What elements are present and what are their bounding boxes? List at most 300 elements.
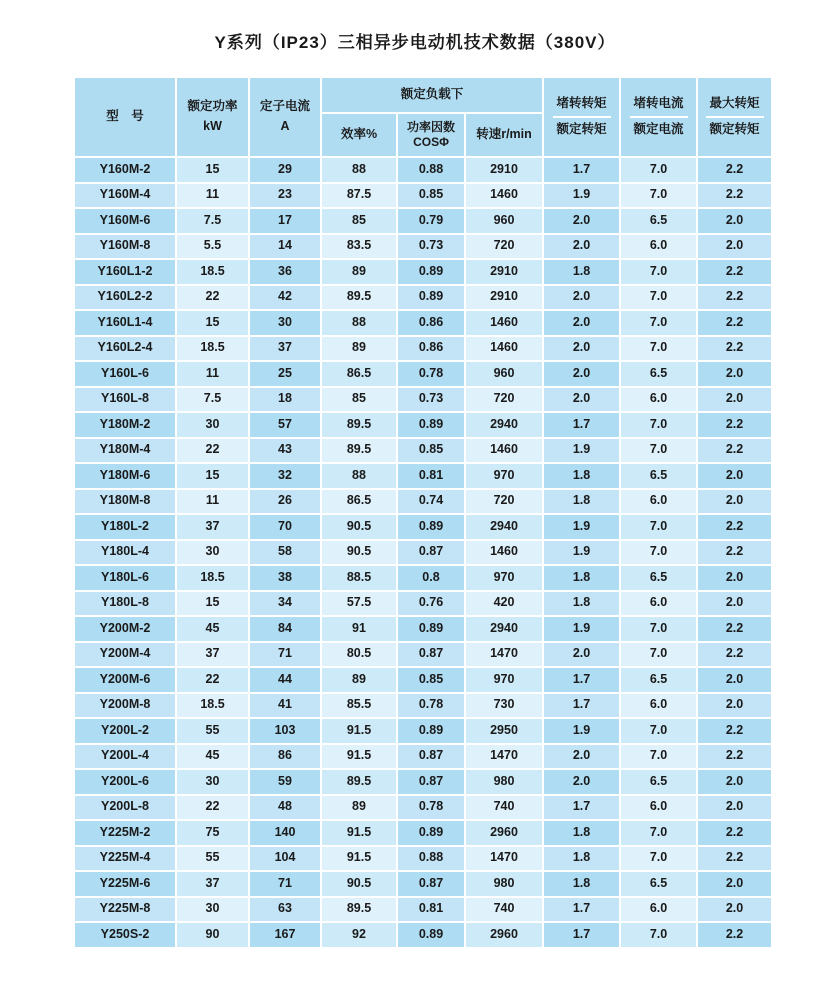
value-cell: 86 (250, 745, 320, 769)
value-cell: 90.5 (322, 541, 396, 565)
value-cell: 6.0 (621, 592, 696, 616)
value-cell: 89.5 (322, 898, 396, 922)
value-cell: 2.2 (698, 643, 771, 667)
table-row (75, 235, 771, 259)
model-cell: Y180M-6 (75, 464, 175, 488)
value-cell: 7.5 (177, 388, 248, 412)
value-cell: 58 (250, 541, 320, 565)
table-row (75, 388, 771, 412)
value-cell: 7.0 (621, 413, 696, 437)
header-max-torque-ratio (698, 78, 771, 156)
value-cell: 0.85 (398, 668, 464, 692)
value-cell: 89.5 (322, 770, 396, 794)
value-cell: 1.8 (544, 490, 619, 514)
value-cell: 0.89 (398, 413, 464, 437)
value-cell: 15 (177, 158, 248, 182)
value-cell: 7.0 (621, 311, 696, 335)
value-cell: 15 (177, 311, 248, 335)
value-cell: 32 (250, 464, 320, 488)
table-header (75, 78, 771, 156)
value-cell: 6.5 (621, 209, 696, 233)
header-rated-power-unit: kW (203, 119, 222, 133)
value-cell: 44 (250, 668, 320, 692)
value-cell: 1.8 (544, 464, 619, 488)
value-cell: 0.88 (398, 847, 464, 871)
value-cell: 0.87 (398, 745, 464, 769)
value-cell: 720 (466, 490, 542, 514)
value-cell: 6.5 (621, 566, 696, 590)
header-locked-current-num: 堵转电流 (630, 96, 688, 118)
motor-spec-table (73, 76, 773, 949)
value-cell: 7.0 (621, 719, 696, 743)
value-cell: 2940 (466, 413, 542, 437)
value-cell: 7.0 (621, 286, 696, 310)
table-row (75, 898, 771, 922)
table-row (75, 311, 771, 335)
header-efficiency: 效率% (322, 114, 396, 156)
model-cell: Y160L-8 (75, 388, 175, 412)
value-cell: 1.8 (544, 847, 619, 871)
value-cell: 2.0 (544, 388, 619, 412)
value-cell: 92 (322, 923, 396, 947)
value-cell: 88.5 (322, 566, 396, 590)
table-body (75, 158, 771, 947)
value-cell: 2.2 (698, 923, 771, 947)
header-rated-power-label: 额定功率 (187, 99, 238, 114)
value-cell: 2910 (466, 286, 542, 310)
table-row (75, 923, 771, 947)
model-cell: Y225M-6 (75, 872, 175, 896)
value-cell: 2.0 (698, 388, 771, 412)
value-cell: 15 (177, 592, 248, 616)
value-cell: 15 (177, 464, 248, 488)
value-cell: 167 (250, 923, 320, 947)
value-cell: 2960 (466, 923, 542, 947)
value-cell: 45 (177, 745, 248, 769)
header-stator-current (250, 78, 320, 156)
value-cell: 2910 (466, 158, 542, 182)
value-cell: 71 (250, 872, 320, 896)
value-cell: 0.85 (398, 184, 464, 208)
value-cell: 2.0 (698, 796, 771, 820)
value-cell: 83.5 (322, 235, 396, 259)
value-cell: 7.0 (621, 260, 696, 284)
value-cell: 730 (466, 694, 542, 718)
model-cell: Y160M-4 (75, 184, 175, 208)
value-cell: 1.8 (544, 566, 619, 590)
value-cell: 2950 (466, 719, 542, 743)
value-cell: 960 (466, 362, 542, 386)
value-cell: 89.5 (322, 413, 396, 437)
model-cell: Y180L-4 (75, 541, 175, 565)
model-cell: Y225M-4 (75, 847, 175, 871)
table-row (75, 184, 771, 208)
value-cell: 18.5 (177, 260, 248, 284)
table-row (75, 337, 771, 361)
value-cell: 42 (250, 286, 320, 310)
value-cell: 2.2 (698, 617, 771, 641)
value-cell: 0.81 (398, 898, 464, 922)
table-row (75, 490, 771, 514)
table-row (75, 439, 771, 463)
value-cell: 2.0 (544, 745, 619, 769)
header-power-factor (398, 114, 464, 156)
value-cell: 11 (177, 490, 248, 514)
value-cell: 25 (250, 362, 320, 386)
value-cell: 57 (250, 413, 320, 437)
value-cell: 0.89 (398, 923, 464, 947)
table-row (75, 158, 771, 182)
value-cell: 86.5 (322, 362, 396, 386)
model-cell: Y180M-8 (75, 490, 175, 514)
value-cell: 2.0 (698, 362, 771, 386)
table-row (75, 464, 771, 488)
value-cell: 37 (177, 515, 248, 539)
value-cell: 87.5 (322, 184, 396, 208)
value-cell: 7.0 (621, 745, 696, 769)
value-cell: 1460 (466, 439, 542, 463)
value-cell: 23 (250, 184, 320, 208)
value-cell: 36 (250, 260, 320, 284)
value-cell: 30 (177, 413, 248, 437)
table-row (75, 286, 771, 310)
table-row (75, 617, 771, 641)
value-cell: 0.76 (398, 592, 464, 616)
value-cell: 0.74 (398, 490, 464, 514)
value-cell: 2.2 (698, 821, 771, 845)
value-cell: 45 (177, 617, 248, 641)
value-cell: 1.7 (544, 923, 619, 947)
model-cell: Y225M-2 (75, 821, 175, 845)
value-cell: 11 (177, 362, 248, 386)
value-cell: 0.8 (398, 566, 464, 590)
value-cell: 2.2 (698, 541, 771, 565)
model-cell: Y160L1-4 (75, 311, 175, 335)
model-cell: Y200M-8 (75, 694, 175, 718)
table-row (75, 362, 771, 386)
table-row (75, 541, 771, 565)
value-cell: 89 (322, 337, 396, 361)
value-cell: 1.8 (544, 592, 619, 616)
value-cell: 980 (466, 872, 542, 896)
model-cell: Y200L-4 (75, 745, 175, 769)
value-cell: 85 (322, 209, 396, 233)
value-cell: 0.79 (398, 209, 464, 233)
value-cell: 55 (177, 719, 248, 743)
model-cell: Y200M-6 (75, 668, 175, 692)
value-cell: 2940 (466, 515, 542, 539)
value-cell: 970 (466, 668, 542, 692)
value-cell: 1.7 (544, 898, 619, 922)
value-cell: 37 (177, 643, 248, 667)
header-model: 型 号 (75, 78, 175, 156)
table-row (75, 413, 771, 437)
value-cell: 22 (177, 796, 248, 820)
value-cell: 0.89 (398, 617, 464, 641)
value-cell: 84 (250, 617, 320, 641)
value-cell: 2.0 (544, 643, 619, 667)
value-cell: 26 (250, 490, 320, 514)
header-power-factor-label: 功率因数 (406, 120, 455, 134)
value-cell: 1.8 (544, 821, 619, 845)
table-row (75, 821, 771, 845)
value-cell: 0.85 (398, 439, 464, 463)
value-cell: 89.5 (322, 439, 396, 463)
value-cell: 89 (322, 668, 396, 692)
header-locked-torque-den: 额定转矩 (556, 122, 607, 136)
value-cell: 59 (250, 770, 320, 794)
value-cell: 2.2 (698, 745, 771, 769)
value-cell: 2.0 (544, 209, 619, 233)
value-cell: 5.5 (177, 235, 248, 259)
value-cell: 34 (250, 592, 320, 616)
value-cell: 2.0 (698, 235, 771, 259)
value-cell: 740 (466, 898, 542, 922)
value-cell: 970 (466, 566, 542, 590)
value-cell: 140 (250, 821, 320, 845)
value-cell: 7.0 (621, 541, 696, 565)
value-cell: 90.5 (322, 515, 396, 539)
value-cell: 0.73 (398, 388, 464, 412)
value-cell: 2.0 (698, 209, 771, 233)
value-cell: 0.89 (398, 286, 464, 310)
value-cell: 6.0 (621, 490, 696, 514)
value-cell: 7.0 (621, 821, 696, 845)
value-cell: 7.0 (621, 158, 696, 182)
value-cell: 1.9 (544, 439, 619, 463)
value-cell: 7.0 (621, 515, 696, 539)
value-cell: 2.0 (698, 490, 771, 514)
value-cell: 2.2 (698, 337, 771, 361)
value-cell: 91.5 (322, 745, 396, 769)
model-cell: Y200L-2 (75, 719, 175, 743)
value-cell: 6.5 (621, 668, 696, 692)
header-stator-current-label: 定子电流 (259, 99, 310, 114)
header-locked-current-ratio (621, 78, 696, 156)
value-cell: 6.0 (621, 388, 696, 412)
value-cell: 2.2 (698, 719, 771, 743)
value-cell: 2.2 (698, 184, 771, 208)
value-cell: 2.0 (544, 770, 619, 794)
table-row (75, 770, 771, 794)
value-cell: 30 (250, 311, 320, 335)
table-row (75, 847, 771, 871)
value-cell: 90 (177, 923, 248, 947)
table-row (75, 515, 771, 539)
value-cell: 38 (250, 566, 320, 590)
table-row (75, 566, 771, 590)
value-cell: 85 (322, 388, 396, 412)
value-cell: 6.0 (621, 235, 696, 259)
value-cell: 0.89 (398, 821, 464, 845)
header-locked-torque-ratio (544, 78, 619, 156)
value-cell: 103 (250, 719, 320, 743)
value-cell: 980 (466, 770, 542, 794)
value-cell: 1460 (466, 541, 542, 565)
value-cell: 0.89 (398, 719, 464, 743)
header-max-torque-num: 最大转矩 (706, 96, 764, 118)
table-row (75, 260, 771, 284)
value-cell: 7.0 (621, 643, 696, 667)
value-cell: 6.0 (621, 898, 696, 922)
table-row (75, 796, 771, 820)
value-cell: 80.5 (322, 643, 396, 667)
value-cell: 6.0 (621, 694, 696, 718)
value-cell: 7.0 (621, 439, 696, 463)
value-cell: 18.5 (177, 694, 248, 718)
value-cell: 1.9 (544, 184, 619, 208)
value-cell: 90.5 (322, 872, 396, 896)
value-cell: 7.0 (621, 617, 696, 641)
value-cell: 89 (322, 796, 396, 820)
table-row (75, 745, 771, 769)
value-cell: 1.7 (544, 668, 619, 692)
value-cell: 6.5 (621, 770, 696, 794)
value-cell: 2.0 (698, 668, 771, 692)
page-title: Y系列（IP23）三相异步电动机技术数据（380V） (214, 33, 616, 52)
table-row (75, 872, 771, 896)
value-cell: 2.2 (698, 413, 771, 437)
value-cell: 2.0 (698, 872, 771, 896)
header-locked-torque-num: 堵转转矩 (553, 96, 611, 118)
value-cell: 1.7 (544, 796, 619, 820)
model-cell: Y160M-6 (75, 209, 175, 233)
value-cell: 2.2 (698, 515, 771, 539)
value-cell: 1470 (466, 643, 542, 667)
value-cell: 0.78 (398, 796, 464, 820)
header-power-factor-symbol: COSΦ (413, 135, 449, 149)
header-locked-current-den: 额定电流 (633, 122, 684, 136)
value-cell: 91.5 (322, 847, 396, 871)
value-cell: 0.88 (398, 158, 464, 182)
header-rated-power (177, 78, 248, 156)
value-cell: 720 (466, 388, 542, 412)
value-cell: 420 (466, 592, 542, 616)
value-cell: 2.0 (698, 566, 771, 590)
value-cell: 1.9 (544, 617, 619, 641)
value-cell: 2.0 (698, 592, 771, 616)
value-cell: 37 (177, 872, 248, 896)
value-cell: 0.87 (398, 872, 464, 896)
value-cell: 0.87 (398, 541, 464, 565)
table-row (75, 719, 771, 743)
value-cell: 22 (177, 439, 248, 463)
value-cell: 88 (322, 311, 396, 335)
value-cell: 1.8 (544, 260, 619, 284)
value-cell: 1.7 (544, 158, 619, 182)
value-cell: 2910 (466, 260, 542, 284)
value-cell: 41 (250, 694, 320, 718)
value-cell: 91 (322, 617, 396, 641)
value-cell: 2.0 (544, 235, 619, 259)
value-cell: 88 (322, 464, 396, 488)
value-cell: 6.5 (621, 362, 696, 386)
value-cell: 970 (466, 464, 542, 488)
model-cell: Y200M-4 (75, 643, 175, 667)
table-row (75, 694, 771, 718)
value-cell: 11 (177, 184, 248, 208)
model-cell: Y180M-4 (75, 439, 175, 463)
value-cell: 7.0 (621, 923, 696, 947)
value-cell: 7.0 (621, 337, 696, 361)
value-cell: 2.2 (698, 311, 771, 335)
value-cell: 0.78 (398, 694, 464, 718)
value-cell: 43 (250, 439, 320, 463)
model-cell: Y225M-8 (75, 898, 175, 922)
value-cell: 75 (177, 821, 248, 845)
value-cell: 2960 (466, 821, 542, 845)
model-cell: Y200M-2 (75, 617, 175, 641)
model-cell: Y200L-8 (75, 796, 175, 820)
value-cell: 89 (322, 260, 396, 284)
value-cell: 0.86 (398, 337, 464, 361)
value-cell: 86.5 (322, 490, 396, 514)
value-cell: 22 (177, 286, 248, 310)
model-cell: Y160M-8 (75, 235, 175, 259)
value-cell: 22 (177, 668, 248, 692)
value-cell: 2.0 (544, 337, 619, 361)
value-cell: 17 (250, 209, 320, 233)
value-cell: 0.87 (398, 770, 464, 794)
model-cell: Y180M-2 (75, 413, 175, 437)
value-cell: 30 (177, 541, 248, 565)
value-cell: 6.5 (621, 872, 696, 896)
model-cell: Y160L-6 (75, 362, 175, 386)
value-cell: 740 (466, 796, 542, 820)
value-cell: 0.81 (398, 464, 464, 488)
value-cell: 14 (250, 235, 320, 259)
table-row (75, 592, 771, 616)
value-cell: 7.0 (621, 847, 696, 871)
value-cell: 1.7 (544, 413, 619, 437)
value-cell: 30 (177, 770, 248, 794)
value-cell: 2.0 (544, 362, 619, 386)
value-cell: 37 (250, 337, 320, 361)
value-cell: 1.9 (544, 719, 619, 743)
value-cell: 89.5 (322, 286, 396, 310)
value-cell: 48 (250, 796, 320, 820)
model-cell: Y200L-6 (75, 770, 175, 794)
model-cell: Y160M-2 (75, 158, 175, 182)
value-cell: 1460 (466, 311, 542, 335)
value-cell: 0.73 (398, 235, 464, 259)
value-cell: 2.2 (698, 847, 771, 871)
value-cell: 29 (250, 158, 320, 182)
value-cell: 1470 (466, 847, 542, 871)
value-cell: 960 (466, 209, 542, 233)
model-cell: Y180L-6 (75, 566, 175, 590)
value-cell: 71 (250, 643, 320, 667)
value-cell: 2.0 (698, 770, 771, 794)
value-cell: 2.0 (544, 286, 619, 310)
value-cell: 18.5 (177, 566, 248, 590)
value-cell: 30 (177, 898, 248, 922)
model-cell: Y160L1-2 (75, 260, 175, 284)
value-cell: 2.2 (698, 158, 771, 182)
header-max-torque-den: 额定转矩 (709, 122, 760, 136)
value-cell: 0.89 (398, 260, 464, 284)
model-cell: Y160L2-4 (75, 337, 175, 361)
value-cell: 88 (322, 158, 396, 182)
table-row (75, 668, 771, 692)
value-cell: 0.87 (398, 643, 464, 667)
value-cell: 63 (250, 898, 320, 922)
value-cell: 2.0 (698, 464, 771, 488)
value-cell: 2.2 (698, 260, 771, 284)
value-cell: 2.0 (698, 898, 771, 922)
value-cell: 2.2 (698, 439, 771, 463)
value-cell: 1460 (466, 184, 542, 208)
